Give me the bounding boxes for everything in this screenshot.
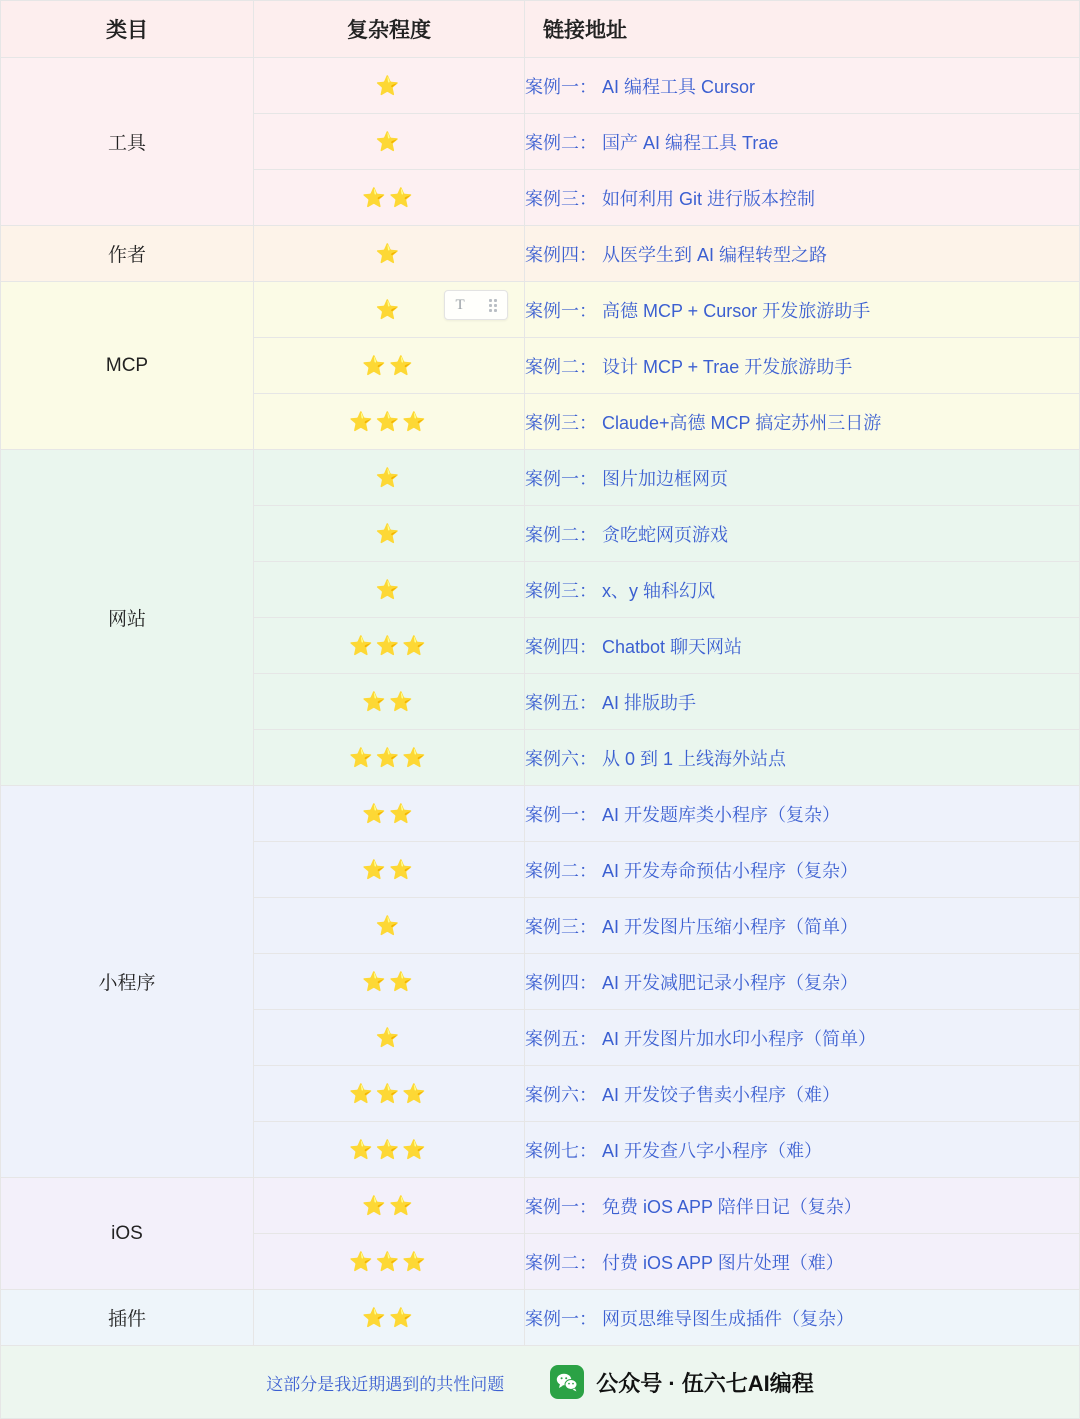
category-cell-plugin: 插件 xyxy=(1,1290,254,1346)
case-link[interactable]: 案例二： AI 开发寿命预估小程序（复杂） xyxy=(525,842,1080,898)
case-link[interactable]: 案例一： 图片加边框网页 xyxy=(525,450,1080,506)
case-link[interactable]: 案例四： 从医学生到 AI 编程转型之路 xyxy=(525,226,1080,282)
category-cell-tools: 工具 xyxy=(1,58,254,226)
case-link[interactable]: 案例六： AI 开发饺子售卖小程序（难） xyxy=(525,1066,1080,1122)
case-link[interactable]: 案例二： 付费 iOS APP 图片处理（难） xyxy=(525,1234,1080,1290)
complexity-stars: ⭐ xyxy=(254,58,525,114)
case-link[interactable]: 案例一： 免费 iOS APP 陪伴日记（复杂） xyxy=(525,1178,1080,1234)
complexity-stars: ⭐ xyxy=(254,562,525,618)
header-category: 类目 xyxy=(1,1,254,58)
case-link[interactable]: 案例三： AI 开发图片压缩小程序（简单） xyxy=(525,898,1080,954)
complexity-stars: ⭐⭐ xyxy=(254,674,525,730)
complexity-stars: ⭐⭐ xyxy=(254,842,525,898)
case-link[interactable]: 案例一： 网页思维导图生成插件（复杂） xyxy=(525,1290,1080,1346)
complexity-stars: ⭐⭐⭐ xyxy=(254,1066,525,1122)
complexity-stars: ⭐ xyxy=(254,226,525,282)
case-link[interactable]: 案例五： AI 开发图片加水印小程序（简单） xyxy=(525,1010,1080,1066)
case-link[interactable]: 案例一： 高德 MCP + Cursor 开发旅游助手 xyxy=(525,282,1080,338)
header-link: 链接地址 xyxy=(525,1,1080,58)
table-body xyxy=(1,58,1080,1419)
complexity-stars: ⭐⭐⭐ xyxy=(254,618,525,674)
complexity-stars: ⭐⭐⭐ xyxy=(254,394,525,450)
table-row xyxy=(1,1178,1080,1234)
case-link[interactable]: 案例五： AI 排版助手 xyxy=(525,674,1080,730)
drag-handle-icon[interactable] xyxy=(489,299,497,312)
complexity-stars: ⭐ xyxy=(375,299,403,321)
complexity-stars: ⭐⭐ xyxy=(254,1290,525,1346)
table-row xyxy=(1,282,1080,338)
complexity-stars: ⭐ xyxy=(254,114,525,170)
case-link[interactable]: 案例一： AI 编程工具 Cursor xyxy=(525,58,1080,114)
case-link[interactable]: 案例二： 国产 AI 编程工具 Trae xyxy=(525,114,1080,170)
table-row xyxy=(1,450,1080,506)
table-header xyxy=(1,1,1080,58)
category-cell-website: 网站 xyxy=(1,450,254,786)
case-link[interactable]: 案例三： x、y 轴科幻风 xyxy=(525,562,1080,618)
complexity-stars: ⭐⭐⭐ xyxy=(254,1122,525,1178)
footer-content xyxy=(1,1365,1079,1399)
category-cell-miniprogram: 小程序 xyxy=(1,786,254,1178)
floating-toolbar[interactable] xyxy=(444,290,508,320)
wechat-icon xyxy=(550,1365,584,1399)
complexity-stars: ⭐⭐⭐ xyxy=(254,730,525,786)
category-cell-author: 作者 xyxy=(1,226,254,282)
complexity-stars: ⭐⭐ xyxy=(254,1178,525,1234)
complexity-stars: ⭐⭐ xyxy=(254,954,525,1010)
complexity-stars: ⭐⭐ xyxy=(254,786,525,842)
table-row xyxy=(1,58,1080,114)
table-row xyxy=(1,1290,1080,1346)
case-link[interactable]: 案例四： AI 开发减肥记录小程序（复杂） xyxy=(525,954,1080,1010)
case-link[interactable]: 案例一： AI 开发题库类小程序（复杂） xyxy=(525,786,1080,842)
complexity-stars: ⭐ xyxy=(254,450,525,506)
case-link[interactable]: 案例四： Chatbot 聊天网站 xyxy=(525,618,1080,674)
case-link[interactable]: 案例六： 从 0 到 1 上线海外站点 xyxy=(525,730,1080,786)
table-row xyxy=(1,786,1080,842)
complexity-stars-cell xyxy=(254,282,525,338)
case-link[interactable]: 案例七： AI 开发查八字小程序（难） xyxy=(525,1122,1080,1178)
complexity-stars: ⭐⭐ xyxy=(254,338,525,394)
case-link[interactable]: 案例二： 贪吃蛇网页游戏 xyxy=(525,506,1080,562)
footer-brand-label: 公众号 · 伍六七AI编程 xyxy=(596,1370,814,1396)
table-row xyxy=(1,226,1080,282)
footer-note: 这部分是我近期遇到的共性问题 xyxy=(266,1374,505,1394)
case-link[interactable]: 案例三： 如何利用 Git 进行版本控制 xyxy=(525,170,1080,226)
case-link[interactable]: 案例三： Claude+高德 MCP 搞定苏州三日游 xyxy=(525,394,1080,450)
footer-cell xyxy=(1,1346,1080,1419)
category-cell-mcp: MCP xyxy=(1,282,254,450)
complexity-stars: ⭐⭐⭐ xyxy=(254,1234,525,1290)
complexity-stars: ⭐ xyxy=(254,898,525,954)
case-link[interactable]: 案例二： 设计 MCP + Trae 开发旅游助手 xyxy=(525,338,1080,394)
table-header-row xyxy=(1,1,1080,58)
category-cell-ios: iOS xyxy=(1,1178,254,1290)
complexity-stars: ⭐⭐ xyxy=(254,170,525,226)
complexity-stars: ⭐ xyxy=(254,1010,525,1066)
text-format-icon[interactable]: T xyxy=(455,296,468,313)
table-footer-row xyxy=(1,1346,1080,1419)
footer-brand xyxy=(550,1365,814,1399)
header-complexity: 复杂程度 xyxy=(254,1,525,58)
complexity-stars: ⭐ xyxy=(254,506,525,562)
